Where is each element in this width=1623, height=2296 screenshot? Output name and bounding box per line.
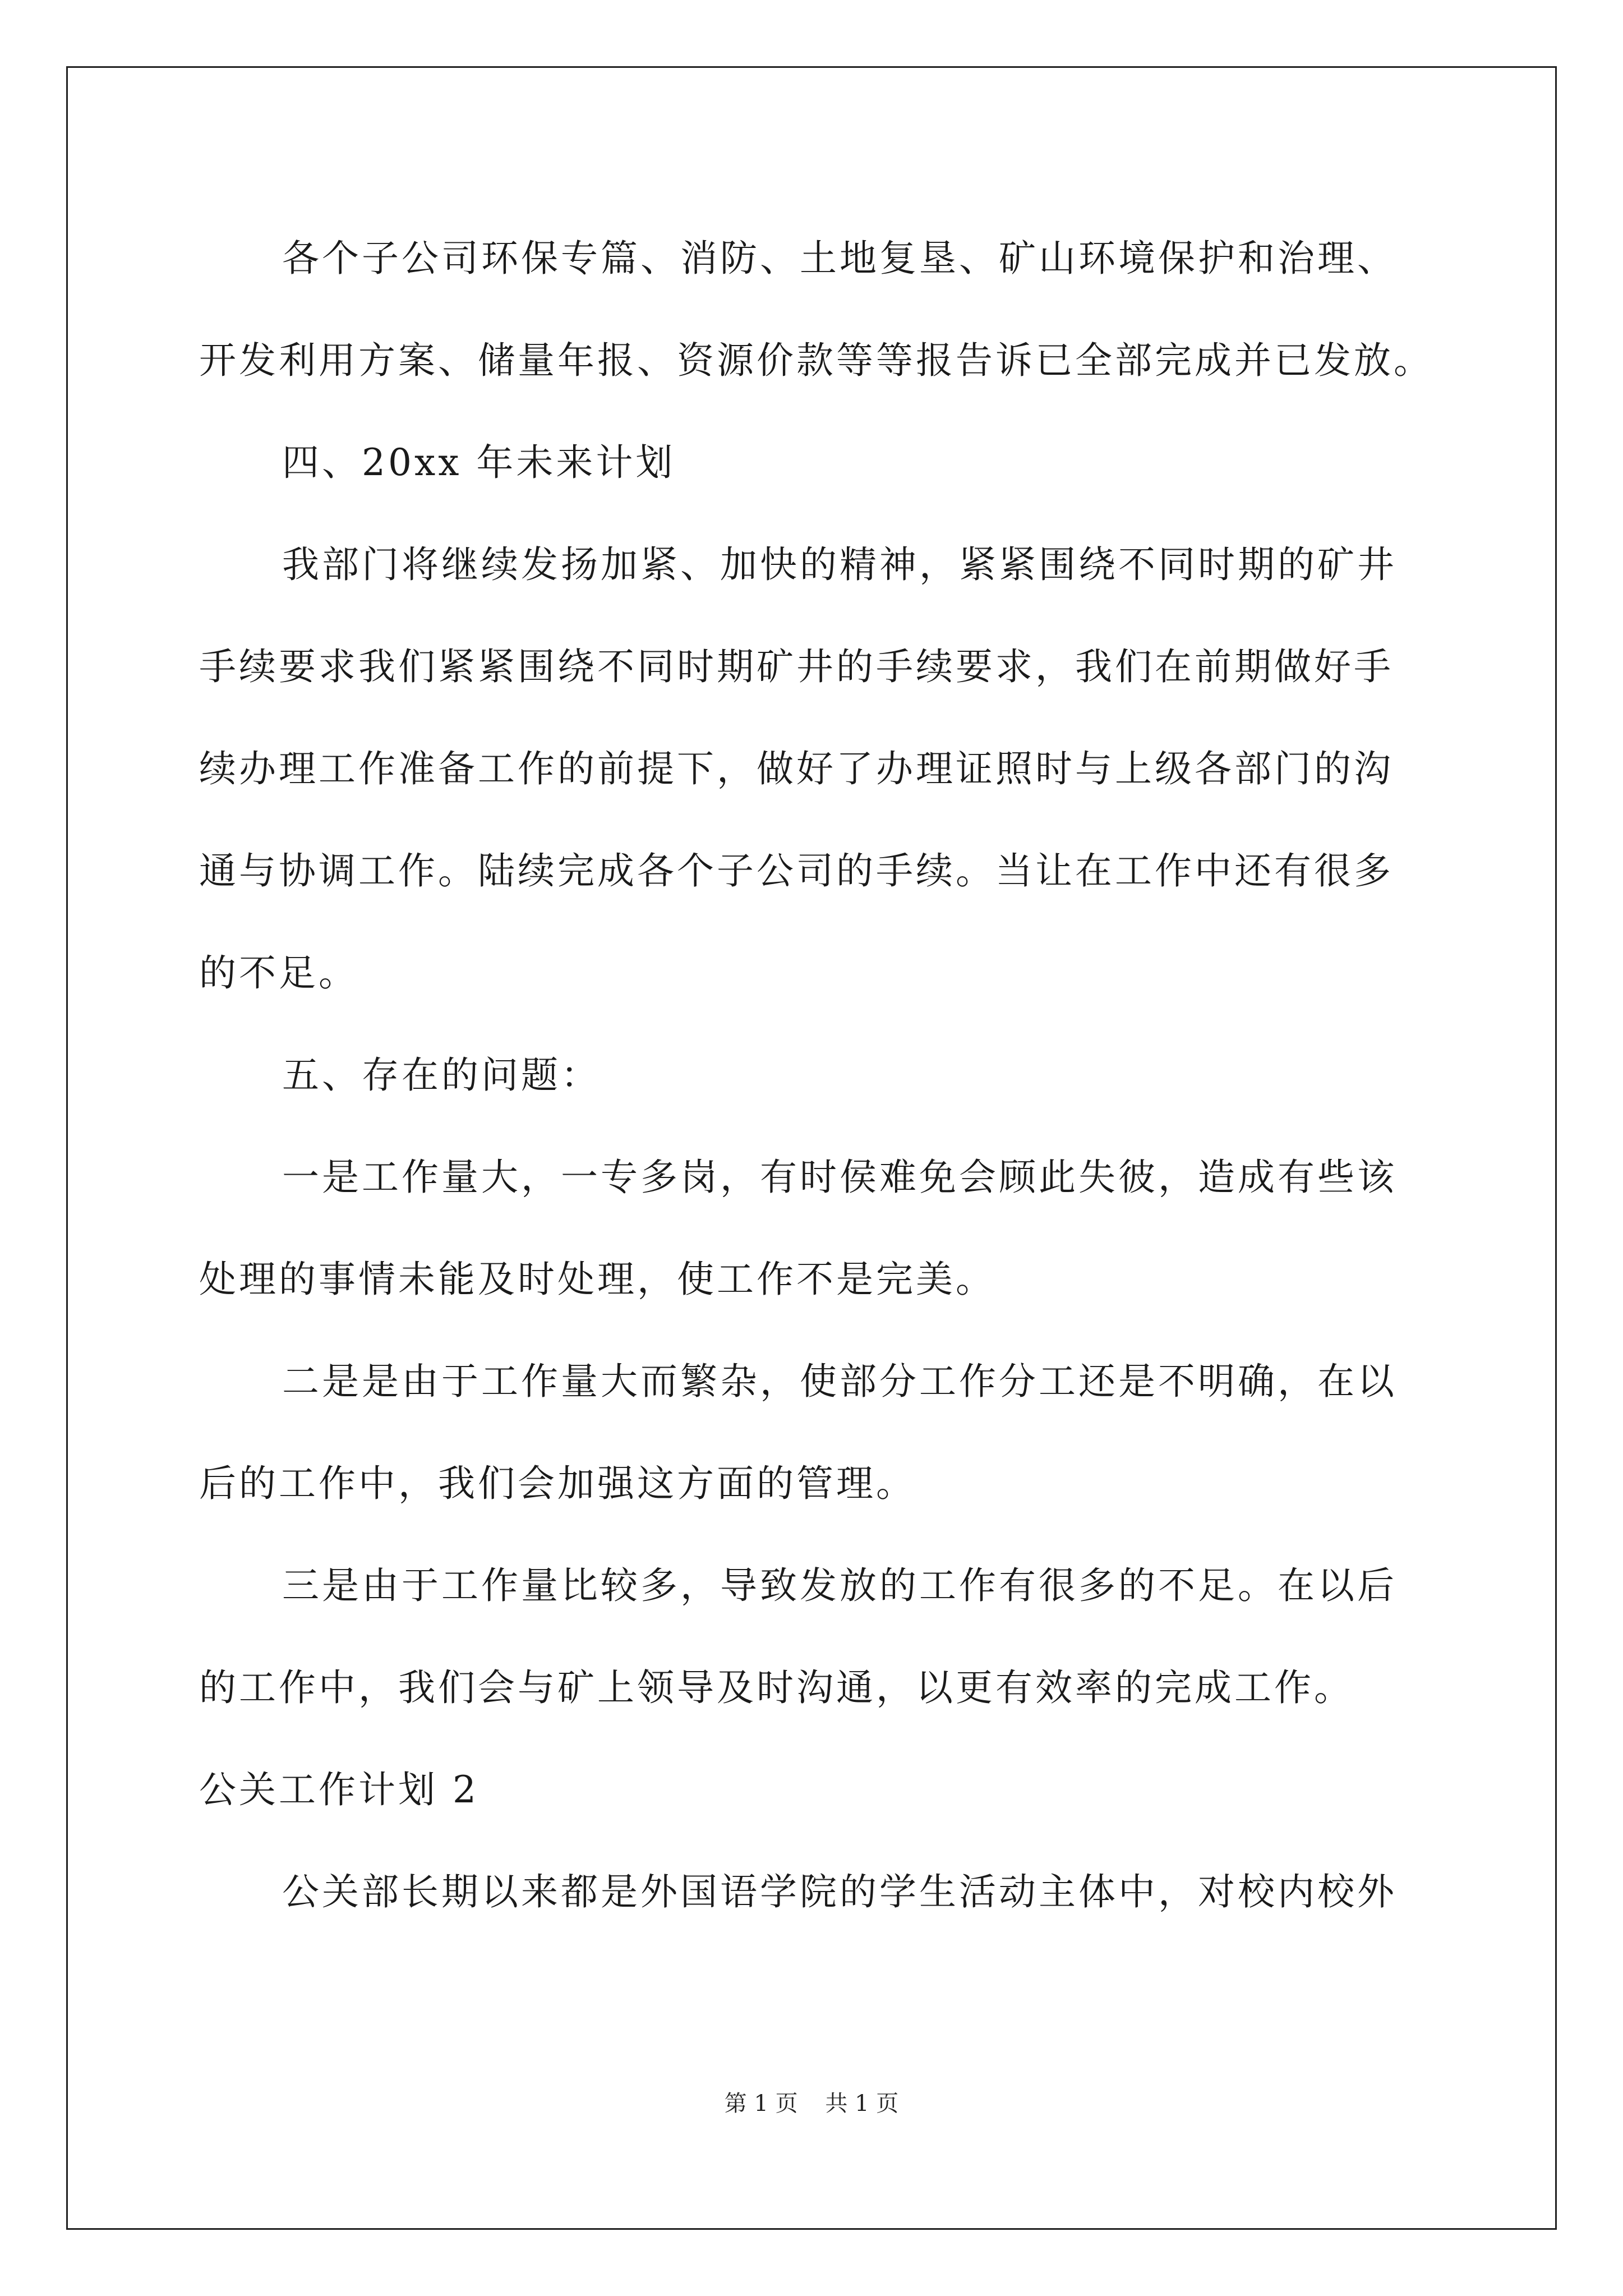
paragraph-line: 续办理工作准备工作的前提下，做好了办理证照时与上级各部门的沟 — [199, 747, 1394, 790]
page-total: 共 1 页 — [825, 2091, 899, 2116]
paragraph-line: 后的工作中，我们会加强这方面的管理。 — [199, 1462, 916, 1505]
paragraph-line: 的不足。 — [199, 951, 358, 995]
paragraph-line: 通与协调工作。陆续完成各个子公司的手续。当让在工作中还有很多 — [199, 849, 1394, 892]
document-title: 公关工作计划 2 — [199, 1768, 479, 1811]
section-heading: 五、存在的问题： — [282, 1053, 601, 1097]
paragraph-line: 二是是由于工作量大而繁杂，使部分工作分工还是不明确，在以 — [282, 1360, 1397, 1403]
paragraph-line: 我部门将继续发扬加紧、加快的精神，紧紧围绕不同时期的矿井 — [282, 543, 1397, 586]
document-body — [199, 208, 1433, 1943]
paragraph-line: 手续要求我们紧紧围绕不同时期矿井的手续要求，我们在前期做好手 — [199, 645, 1394, 688]
section-heading: 四、20xx 年未来计划 — [282, 441, 676, 484]
page-number: 第 1 页 — [724, 2091, 798, 2116]
paragraph-line: 的工作中，我们会与矿上领导及时沟通，以更有效率的完成工作。 — [199, 1666, 1354, 1709]
paragraph-line: 各个子公司环保专篇、消防、土地复垦、矿山环境保护和治理、 — [282, 237, 1397, 280]
paragraph-line: 公关部长期以来都是外国语学院的学生活动主体中，对校内校外 — [282, 1870, 1397, 1913]
paragraph-line: 一是工作量大，一专多岗，有时侯难免会顾此失彼，造成有些该 — [282, 1156, 1397, 1199]
paragraph-line: 开发利用方案、储量年报、资源价款等等报告诉已全部完成并已发放。 — [199, 339, 1433, 382]
page-footer — [0, 2086, 1623, 2118]
paragraph-line: 处理的事情未能及时处理，使工作不是完美。 — [199, 1258, 995, 1301]
paragraph-line: 三是由于工作量比较多，导致发放的工作有很多的不足。在以后 — [282, 1564, 1397, 1607]
